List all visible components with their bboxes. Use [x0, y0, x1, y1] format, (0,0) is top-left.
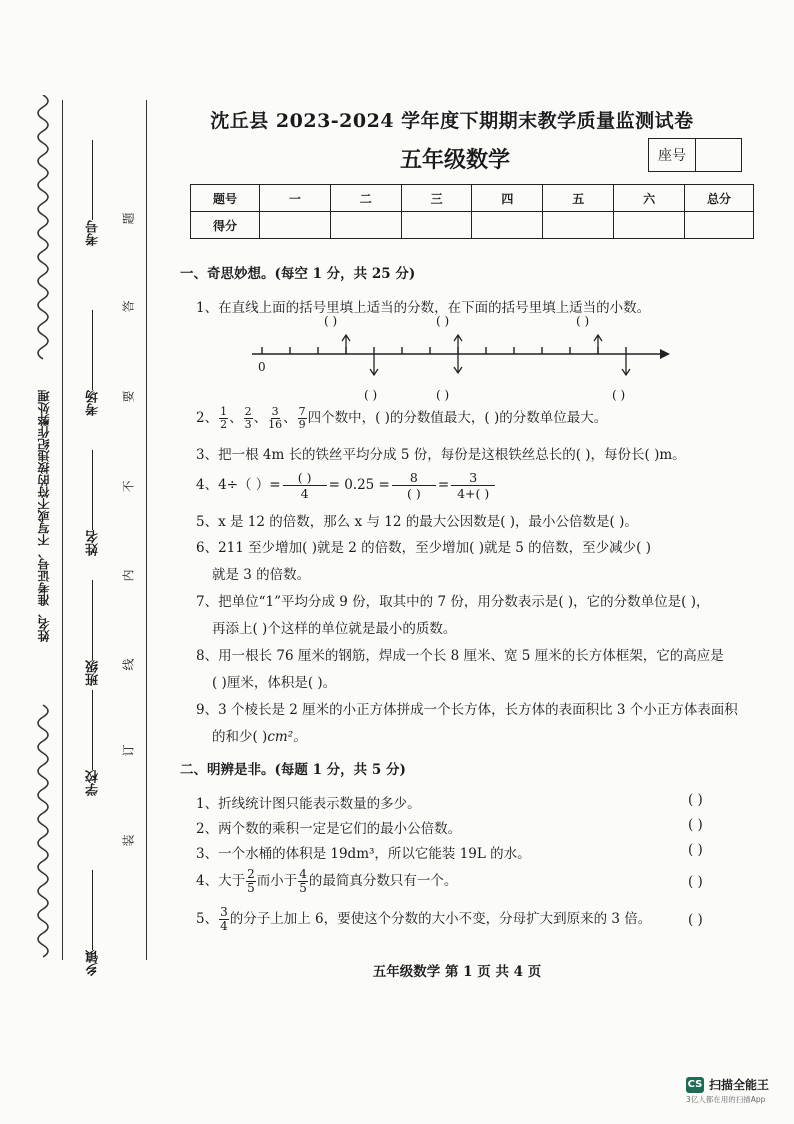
field-school: 学校 [84, 690, 103, 796]
score-cell: 题号 [191, 185, 260, 212]
fraction: ( ) 4 [283, 470, 327, 501]
fraction: $\frac{7}{9}$ [298, 405, 306, 431]
field-exam-number: 考号 [84, 140, 103, 246]
question-7-line2: 再添上( )个这样的单位就是最小的质数。 [212, 621, 457, 637]
question-2: 2、 $\frac{1}{2}$ 、 $\frac{2}{3}$ 、 $\frac{3}{16}$ 、 $\frac{7}{9}$ 四个数中，( )的分数值最大，( )的分数单位最大。 [196, 405, 608, 431]
seat-number-box[interactable] [648, 138, 742, 172]
answer-paren-top-1[interactable]: ( ) [324, 314, 338, 328]
seat-label: 座号 [649, 139, 696, 171]
field-exam-room: 考场 [84, 310, 103, 416]
seal-char: 答 [121, 300, 136, 313]
question-1: 1、在直线上面的括号里填上适当的分数，在下面的括号里填上适当的小数。 [196, 300, 651, 316]
fraction: $\frac{3}{16}$ [268, 405, 283, 431]
field-town: 乡镇 [84, 870, 103, 976]
score-value-row [191, 212, 754, 239]
watermark-tagline: 3亿人都在用的扫描App [686, 1095, 766, 1104]
seal-char: 题 [121, 212, 136, 225]
score-cell: 三 [401, 185, 472, 212]
judge-item-4: 4、大于 $\frac{2}{5}$ 而小于 $\frac{4}{5}$ 的最简真分数只有一个。 [196, 867, 458, 895]
fraction: $\frac{2}{3}$ [244, 405, 252, 431]
seal-char: 装 [121, 834, 136, 847]
q4-part-c: = [437, 477, 450, 493]
number-line [240, 330, 680, 390]
seal-char: 内 [121, 569, 136, 582]
field-class: 班级 [84, 580, 103, 686]
answer-paren-bottom-1[interactable]: ( ) [364, 388, 378, 402]
score-cell: 一 [260, 185, 331, 212]
fraction: $\frac{3}{4}$ [220, 905, 228, 933]
judge-item-5: 5、 $\frac{3}{4}$ 的分子上加上 6，要使这个分数的大小不变，分母扩大到原来的 3 倍。 [196, 905, 652, 933]
binding-line-outer [62, 100, 63, 960]
question-6-line2: 就是 3 的倍数。 [212, 567, 311, 583]
fraction: $\frac{2}{5}$ [247, 867, 255, 895]
fraction: $\frac{4}{5}$ [299, 867, 307, 895]
fraction: 8 ( ) [392, 470, 436, 501]
seal-char: 线 [121, 658, 136, 671]
answer-paren-top-3[interactable]: ( ) [576, 314, 590, 328]
answer-paren-bottom-3[interactable]: ( ) [612, 388, 626, 402]
score-input[interactable] [614, 212, 685, 239]
section2-heading: 二、明辨是非。(每题 1 分，共 5 分) [180, 762, 406, 778]
q4-part-b: = 0.25 = [328, 477, 390, 493]
score-header-row [191, 185, 754, 212]
q2-prefix: 2、 [196, 410, 219, 426]
score-input[interactable] [260, 212, 331, 239]
page-footer: 五年级数学 第 1 页 共 4 页 [372, 964, 542, 980]
seal-char: 不 [121, 480, 136, 493]
score-input[interactable] [401, 212, 472, 239]
judge-item-3: 3、一个水桶的体积是 19dm³，所以它能装 19L 的水。 [196, 846, 531, 862]
exam-title: 沈丘县 2023-2024 学年度下期期末教学质量监测试卷 [210, 110, 694, 132]
question-8-line1: 8、用一根长 76 厘米的钢筋，焊成一个长 8 厘米、宽 5 厘米的长方体框架，它的高应是 [196, 648, 724, 664]
field-name: 姓名 [84, 450, 103, 556]
judge-item-1: 1、折线统计图只能表示数量的多少。 [196, 796, 421, 812]
judge-paren-3[interactable]: ( ) [688, 842, 703, 858]
score-input[interactable] [543, 212, 614, 239]
exam-subtitle: 五年级数学 [400, 147, 511, 173]
score-cell: 得分 [191, 212, 260, 239]
question-3: 3、把一根 4m 长的铁丝平均分成 5 份，每份是这根铁丝总长的( )，每份长( )m。 [196, 447, 686, 463]
score-table [190, 184, 754, 239]
score-input[interactable] [685, 212, 754, 239]
scanner-watermark [686, 1076, 769, 1093]
section1-heading: 一、奇思妙想。(每空 1 分，共 25 分) [180, 266, 416, 282]
question-7-line1: 7、把单位“1”平均分成 9 份，取其中的 7 份，用分数表示是( )，它的分数单位是( )， [196, 594, 710, 610]
score-input[interactable] [330, 212, 401, 239]
fraction: $\frac{1}{2}$ [220, 405, 228, 431]
question-9-line1: 9、3 个棱长是 2 厘米的小正方体拼成一个长方体，长方体的表面积比 3 个小正方体表面积 [196, 702, 738, 718]
seal-char: 要 [121, 390, 136, 403]
judge-paren-1[interactable]: ( ) [688, 792, 703, 808]
watermark-name: 扫描全能王 [709, 1078, 770, 1092]
number-line-zero: 0 [258, 360, 266, 374]
answer-paren-top-2[interactable]: ( ) [436, 314, 450, 328]
score-cell: 二 [330, 185, 401, 212]
q2-text: 四个数中，( )的分数值最大，( )的分数单位最大。 [307, 410, 608, 426]
seal-char: 订 [121, 744, 136, 757]
score-cell: 总分 [685, 185, 754, 212]
question-9-line2: 的和少( )cm²。 [212, 729, 307, 745]
question-5: 5、x 是 12 的倍数，那么 x 与 12 的最大公因数是( )，最小公倍数是( )。 [196, 514, 638, 530]
judge-paren-5[interactable]: ( ) [688, 912, 703, 928]
camscanner-logo-icon: CS [686, 1077, 704, 1093]
question-8-line2: ( )厘米，体积是( )。 [212, 675, 337, 691]
score-input[interactable] [472, 212, 543, 239]
answer-paren-bottom-2[interactable]: ( ) [436, 388, 450, 402]
judge-item-2: 2、两个数的乘积一定是它们的最小公倍数。 [196, 821, 462, 837]
score-cell: 五 [543, 185, 614, 212]
score-cell: 六 [614, 185, 685, 212]
judge-paren-2[interactable]: ( ) [688, 817, 703, 833]
binding-notice: 姓名、准考证号、不写或不符的按违纪作弊处理 [37, 390, 51, 642]
score-cell: 四 [472, 185, 543, 212]
question-6-line1: 6、211 至少增加( )就是 2 的倍数，至少增加( )就是 5 的倍数，至少减少( ) [196, 540, 651, 556]
q4-part-a: 4、4÷（ ）= [196, 477, 281, 493]
question-4 [196, 470, 497, 501]
fraction: $\frac{3}{4+( )}$ [451, 470, 495, 501]
binding-line-inner [146, 100, 147, 960]
judge-paren-4[interactable]: ( ) [688, 874, 703, 890]
